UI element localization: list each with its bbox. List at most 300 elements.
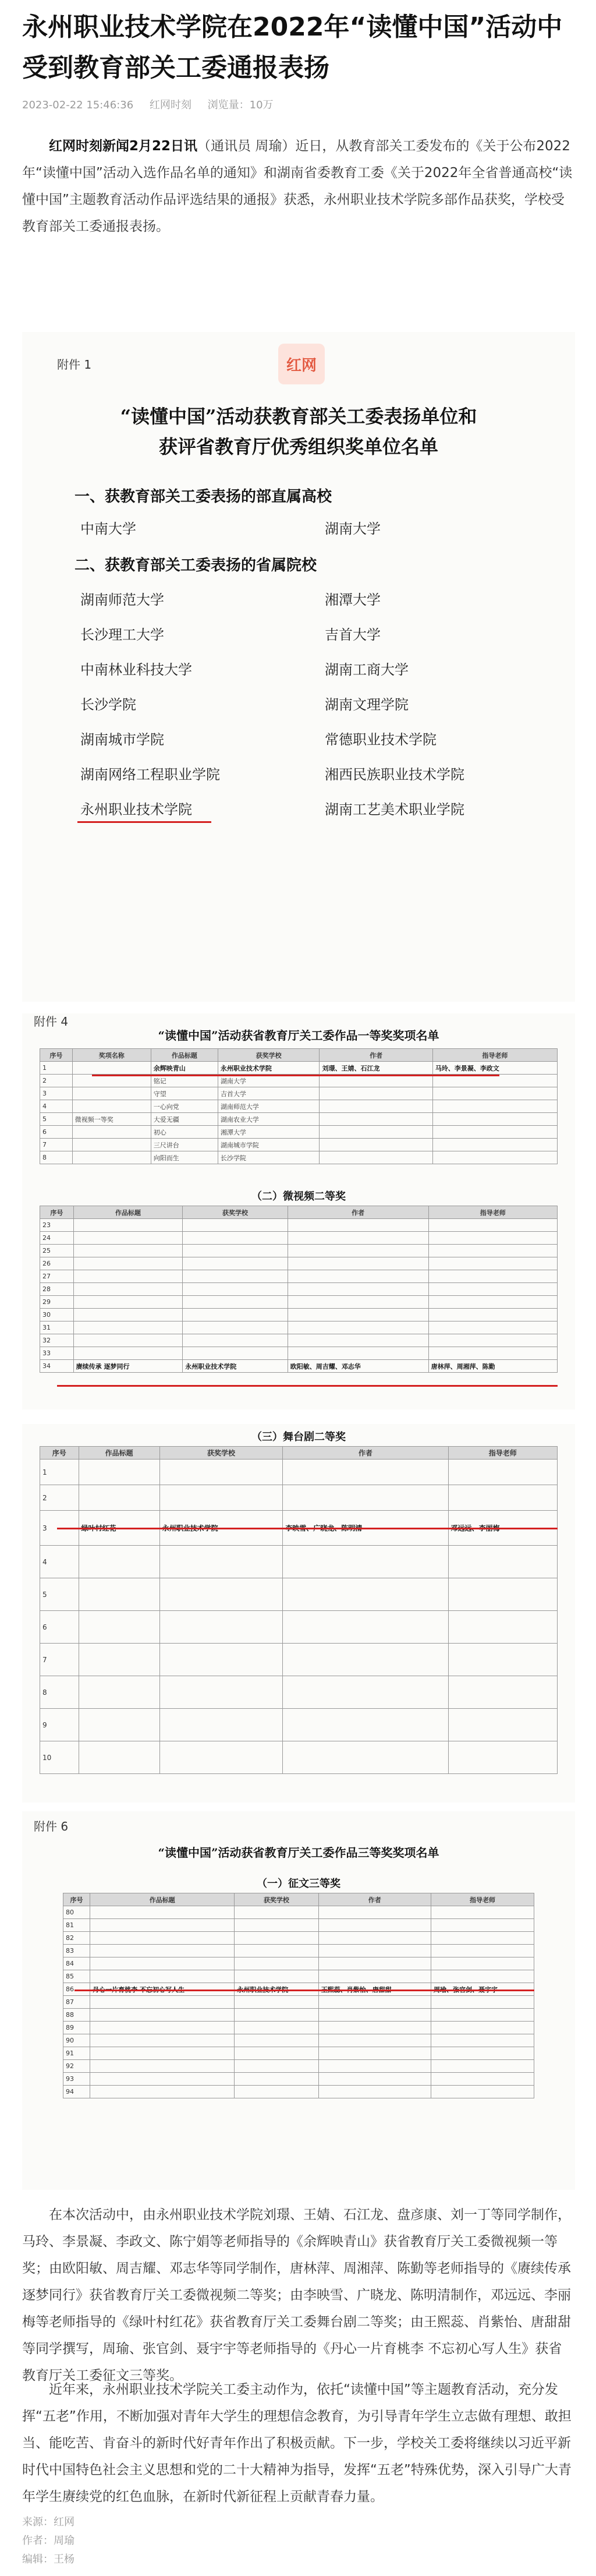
unit-name: 常德职业技术学院 — [325, 732, 437, 748]
cell — [448, 1578, 558, 1611]
cell — [288, 1219, 428, 1232]
table-row — [63, 1906, 534, 1919]
cell: 2 — [40, 1485, 79, 1511]
cell: 90 — [63, 2034, 90, 2047]
annex-heading-1: “读懂中国”活动获教育部关工委表扬单位和 — [120, 405, 477, 427]
annex-label: 附件 4 — [34, 1015, 69, 1029]
cell: 29 — [40, 1296, 74, 1309]
cell: 25 — [40, 1245, 74, 1257]
cell — [183, 1245, 288, 1257]
cell: 5 — [40, 1113, 73, 1126]
col-header: 获奖学校 — [159, 1447, 283, 1460]
cell: 湖南农业大学 — [218, 1113, 320, 1126]
unit-name: 湖南文理学院 — [325, 697, 409, 713]
table-row — [40, 1578, 558, 1611]
cell: 3 — [40, 1087, 73, 1100]
source-name[interactable]: 红网时刻 — [149, 99, 191, 111]
cell — [448, 1546, 558, 1578]
cell — [288, 1334, 428, 1347]
col-header: 作者 — [320, 1049, 432, 1062]
cell — [90, 1945, 235, 1957]
cell — [431, 1970, 534, 1983]
cell — [288, 1245, 428, 1257]
cell — [235, 1919, 318, 1932]
cell — [428, 1245, 557, 1257]
cell — [428, 1219, 557, 1232]
table-row — [40, 1546, 558, 1578]
cell — [90, 1919, 235, 1932]
col-header: 序号 — [40, 1206, 74, 1219]
cell — [235, 1945, 318, 1957]
cell — [318, 1996, 431, 2009]
cell — [79, 1578, 159, 1611]
cell — [288, 1257, 428, 1270]
cell: 83 — [63, 1945, 90, 1957]
unit-name-highlighted: 永州职业技术学院 — [80, 801, 192, 818]
col-header: 作者 — [288, 1206, 428, 1219]
cell — [235, 2060, 318, 2073]
cell — [235, 1957, 318, 1970]
cell — [428, 1270, 557, 1283]
cell — [318, 2060, 431, 2073]
cell: 26 — [40, 1257, 74, 1270]
cell — [235, 2086, 318, 2098]
cell: 刘璟、王婧、石江龙 — [320, 1062, 432, 1075]
cell: 一心向党 — [151, 1100, 218, 1113]
cell — [73, 1283, 183, 1296]
table-row — [63, 2034, 534, 2047]
cell — [235, 2047, 318, 2060]
cell — [318, 1957, 431, 1970]
cell — [283, 1460, 448, 1485]
unit-name: 长沙学院 — [80, 697, 136, 713]
cell — [432, 1151, 557, 1164]
cell: 82 — [63, 1932, 90, 1945]
cell — [432, 1113, 557, 1126]
cell: 86 — [63, 1983, 90, 1996]
cell — [73, 1245, 183, 1257]
cell: 93 — [63, 2073, 90, 2086]
cell — [90, 2034, 235, 2047]
col-header: 作品标题 — [151, 1049, 218, 1062]
cell — [283, 1546, 448, 1578]
cell — [183, 1232, 288, 1245]
cell: 30 — [40, 1309, 74, 1321]
cell — [320, 1113, 432, 1126]
first-prize-table — [40, 1048, 558, 1164]
cell: 87 — [63, 1996, 90, 2009]
cell: 6 — [40, 1611, 79, 1644]
cell: 34 — [40, 1360, 74, 1373]
cell — [159, 1578, 283, 1611]
cell: 28 — [40, 1283, 74, 1296]
cell: 永州职业技术学院 — [218, 1062, 320, 1075]
cell — [283, 1676, 448, 1709]
cell — [448, 1460, 558, 1485]
annex-heading: “读懂中国”活动获省教育厅关工委作品一等奖奖项名单 — [158, 1029, 439, 1043]
cell — [318, 2047, 431, 2060]
col-header: 指导老师 — [428, 1206, 557, 1219]
cell — [90, 1996, 235, 2009]
cell — [73, 1334, 183, 1347]
cell — [159, 1741, 283, 1774]
lead-dateline: 红网时刻新闻2月22日讯 — [49, 139, 198, 154]
cell — [428, 1257, 557, 1270]
cell — [73, 1347, 183, 1360]
table-row — [40, 1485, 558, 1511]
section-heading-2: 二、获教育部关工委表扬的省属院校 — [74, 557, 317, 574]
publish-datetime: 2023-02-22 15:46:36 — [22, 99, 134, 111]
cell: 7 — [40, 1139, 73, 1151]
cell — [79, 1709, 159, 1741]
col-header: 指导老师 — [432, 1049, 557, 1062]
unit-name: 湖南网络工程职业学院 — [80, 766, 220, 783]
col-header: 作品标题 — [73, 1206, 183, 1219]
cell: 赓续传承 逐梦同行 — [73, 1360, 183, 1373]
cell: 3 — [40, 1511, 79, 1546]
cell — [90, 1970, 235, 1983]
cell — [283, 1578, 448, 1611]
cell — [288, 1309, 428, 1321]
table-row — [63, 1996, 534, 2009]
cell — [183, 1283, 288, 1296]
cell — [320, 1126, 432, 1139]
cell: 2 — [40, 1075, 73, 1087]
cell: 81 — [63, 1919, 90, 1932]
cell: 23 — [40, 1219, 74, 1232]
col-header: 指导老师 — [431, 1893, 534, 1906]
annex-heading: “读懂中国”活动获省教育厅关工委作品三等奖奖项名单 — [158, 1846, 439, 1860]
cell — [235, 2009, 318, 2022]
cell — [288, 1270, 428, 1283]
cell: 马玲、李景凝、李政文 — [432, 1062, 557, 1075]
cell: 欧阳敏、周吉耀、邓志华 — [288, 1360, 428, 1373]
annex-label: 附件 1 — [57, 358, 92, 372]
cell — [79, 1460, 159, 1485]
table-row — [40, 1334, 558, 1347]
cell — [183, 1309, 288, 1321]
cell — [283, 1644, 448, 1676]
cell — [183, 1219, 288, 1232]
cell — [431, 1932, 534, 1945]
cell: 湖南大学 — [218, 1075, 320, 1087]
cell — [235, 1906, 318, 1919]
essay-third-prize-table — [63, 1893, 534, 2098]
highlight-underline — [57, 1528, 558, 1529]
table-header-row — [40, 1049, 558, 1062]
cell — [183, 1257, 288, 1270]
cell — [428, 1283, 557, 1296]
cell: 94 — [63, 2086, 90, 2098]
cell — [72, 1062, 151, 1075]
cell: 铭记 — [151, 1075, 218, 1087]
video-second-prize-table — [40, 1206, 558, 1373]
cell — [288, 1296, 428, 1309]
cell — [90, 1906, 235, 1919]
highlight-underline — [57, 1385, 558, 1387]
cell — [318, 2009, 431, 2022]
lead-text: （通讯员 周瑜）近日，从教育部关工委发布的《关于公布2022年“读懂中国”活动入选作品名单的通知》和湖南省委教育工委《关于2022年全省普通高校“读懂中国”主题教育活动作品评选结果的通报》获悉，永州职业技术学院多部作品获奖，学校受教育部关工委通报表扬。 — [22, 139, 573, 234]
table-row — [63, 2009, 534, 2022]
cell: 初心 — [151, 1126, 218, 1139]
table-row — [63, 2073, 534, 2086]
table-row — [40, 1062, 558, 1075]
cell — [431, 2047, 534, 2060]
cell — [320, 1100, 432, 1113]
table-row — [63, 1932, 534, 1945]
table-row — [40, 1283, 558, 1296]
cell — [448, 1611, 558, 1644]
cell: 1 — [40, 1460, 79, 1485]
cell: 唐林萍、周湘萍、陈勤 — [428, 1360, 557, 1373]
col-header: 指导老师 — [448, 1447, 558, 1460]
view-count: 浏览量：10万 — [207, 99, 274, 111]
cell — [431, 2086, 534, 2098]
cell — [318, 2073, 431, 2086]
cell — [431, 2009, 534, 2022]
col-header: 作者 — [318, 1893, 431, 1906]
cell — [73, 1270, 183, 1283]
table-row — [40, 1296, 558, 1309]
unit-name: 湖南工艺美术职业学院 — [325, 801, 464, 818]
article-title: 永州职业技术学院在2022年“读懂中国”活动中受到教育部关工委通报表扬 — [22, 12, 563, 83]
cell — [72, 1126, 151, 1139]
col-header: 获奖学校 — [218, 1049, 320, 1062]
cell: 守望 — [151, 1087, 218, 1100]
cell: 吉首大学 — [218, 1087, 320, 1100]
cell — [235, 1970, 318, 1983]
table-row-highlighted — [40, 1360, 558, 1373]
section-heading-1: 一、获教育部关工委表扬的部直属高校 — [74, 488, 332, 506]
cell — [428, 1296, 557, 1309]
cell: 89 — [63, 2022, 90, 2034]
cell — [432, 1139, 557, 1151]
cell: 向阳而生 — [151, 1151, 218, 1164]
table-row — [40, 1741, 558, 1774]
cell — [428, 1232, 557, 1245]
cell — [90, 2060, 235, 2073]
table-row — [63, 2086, 534, 2098]
cell — [283, 1485, 448, 1511]
cell: 85 — [63, 1970, 90, 1983]
unit-name: 长沙理工大学 — [80, 627, 164, 643]
table-row — [40, 1676, 558, 1709]
table-subheading: （二）微视频二等奖 — [251, 1190, 346, 1203]
cell: 4 — [40, 1546, 79, 1578]
cell — [79, 1676, 159, 1709]
cell — [73, 1321, 183, 1334]
cell — [318, 1970, 431, 1983]
cell: 24 — [40, 1232, 74, 1245]
col-header: 作者 — [283, 1447, 448, 1460]
cell — [448, 1644, 558, 1676]
table-row — [40, 1644, 558, 1676]
cell: 84 — [63, 1957, 90, 1970]
col-header: 序号 — [40, 1447, 79, 1460]
cell — [432, 1100, 557, 1113]
cell — [448, 1485, 558, 1511]
cell — [79, 1644, 159, 1676]
cell: 33 — [40, 1347, 74, 1360]
footer-editor: 编辑：王杨 — [22, 2553, 74, 2566]
cell — [235, 2034, 318, 2047]
unit-name: 湖南城市学院 — [80, 732, 164, 748]
cell — [431, 1945, 534, 1957]
highlight-underline — [77, 821, 211, 823]
cell — [90, 2086, 235, 2098]
cell — [448, 1676, 558, 1709]
cell — [183, 1270, 288, 1283]
cell — [72, 1139, 151, 1151]
cell — [431, 1957, 534, 1970]
cell — [90, 2073, 235, 2086]
cell — [431, 1996, 534, 2009]
cell: 微视频一等奖 — [72, 1113, 151, 1126]
cell — [159, 1485, 283, 1511]
cell — [283, 1709, 448, 1741]
cell — [318, 1919, 431, 1932]
table-row — [63, 1945, 534, 1957]
highlight-underline — [74, 1990, 534, 1991]
cell: 8 — [40, 1151, 73, 1164]
cell: 31 — [40, 1321, 74, 1334]
col-header: 获奖学校 — [183, 1206, 288, 1219]
unit-name: 中南林业科技大学 — [80, 662, 192, 678]
cell — [432, 1126, 557, 1139]
table-subheading: （一）征文三等奖 — [257, 1878, 340, 1890]
cell — [288, 1283, 428, 1296]
cell: 湖南师范大学 — [218, 1100, 320, 1113]
col-header: 序号 — [40, 1049, 73, 1062]
table-row — [40, 1709, 558, 1741]
cell — [235, 2073, 318, 2086]
col-header: 获奖学校 — [235, 1893, 318, 1906]
cell — [183, 1347, 288, 1360]
table-row — [40, 1321, 558, 1334]
cell — [283, 1611, 448, 1644]
table-row — [63, 1957, 534, 1970]
footer-source: 来源：红网 — [22, 2516, 74, 2528]
cell — [448, 1741, 558, 1774]
cell — [73, 1309, 183, 1321]
cell: 91 — [63, 2047, 90, 2060]
table-row — [40, 1087, 558, 1100]
unit-name: 湖南大学 — [325, 521, 381, 537]
col-header: 作品标题 — [90, 1893, 235, 1906]
body-paragraph-2: 近年来，永州职业技术学院关工委主动作为，依托“读懂中国”等主题教育活动，充分发挥“五老”作用，不断加强对青年大学生的理想信念教育，为引导青年学生立志做有理想、敢担当、能吃苦、肯奋斗的新时代好青年作出了积极贡献。下一步，学校关工委将继续以习近平新时代中国特色社会主义思想和党的二十大精神为指导，发挥“五老”特殊优势，深入引导广大青年学生赓续党的红色血脉，在新时代新征程上贡献青春力量。 — [22, 2382, 572, 2504]
cell — [235, 1996, 318, 2009]
cell — [90, 2022, 235, 2034]
highlight-underline — [92, 1075, 499, 1076]
cell — [72, 1087, 151, 1100]
table-row — [40, 1611, 558, 1644]
cell — [432, 1087, 557, 1100]
cell — [428, 1321, 557, 1334]
unit-name: 湘潭大学 — [325, 592, 381, 608]
cell — [318, 1945, 431, 1957]
cell — [428, 1347, 557, 1360]
cell — [318, 1906, 431, 1919]
cell — [79, 1741, 159, 1774]
cell — [159, 1709, 283, 1741]
col-header: 奖项名称 — [72, 1049, 151, 1062]
table-row — [40, 1245, 558, 1257]
cell — [288, 1321, 428, 1334]
cell: 10 — [40, 1741, 79, 1774]
cell — [159, 1644, 283, 1676]
unit-name: 吉首大学 — [325, 627, 381, 643]
cell — [431, 1906, 534, 1919]
footer-author: 作者：周瑜 — [22, 2535, 74, 2547]
cell — [318, 2034, 431, 2047]
table-row — [40, 1460, 558, 1485]
cell — [235, 2022, 318, 2034]
cell: 88 — [63, 2009, 90, 2022]
cell — [90, 1957, 235, 1970]
table-subheading: （三）舞台剧二等奖 — [251, 1431, 346, 1443]
unit-name: 湖南师范大学 — [80, 592, 164, 608]
cell — [235, 1932, 318, 1945]
table-row — [40, 1219, 558, 1232]
cell — [320, 1151, 432, 1164]
cell — [90, 2047, 235, 2060]
table-row — [63, 2047, 534, 2060]
cell: 6 — [40, 1126, 73, 1139]
cell — [318, 2086, 431, 2098]
cell — [288, 1232, 428, 1245]
cell — [73, 1296, 183, 1309]
table-row — [40, 1100, 558, 1113]
cell — [90, 2009, 235, 2022]
annex-heading-2: 获评省教育厅优秀组织奖单位名单 — [158, 436, 438, 458]
cell — [428, 1309, 557, 1321]
cell — [183, 1334, 288, 1347]
cell — [448, 1709, 558, 1741]
cell: 湖南城市学院 — [218, 1139, 320, 1151]
annex-1-image — [22, 332, 575, 1002]
annex-4-image — [22, 1013, 575, 1409]
cell — [431, 2060, 534, 2073]
table-row — [63, 2022, 534, 2034]
cell: 长沙学院 — [218, 1151, 320, 1164]
cell — [431, 2073, 534, 2086]
cell — [73, 1232, 183, 1245]
table-row — [40, 1126, 558, 1139]
cell — [318, 2022, 431, 2034]
cell — [159, 1460, 283, 1485]
lead-paragraph — [22, 133, 575, 240]
cell: 92 — [63, 2060, 90, 2073]
annex-6-image — [22, 1811, 575, 2190]
cell: 7 — [40, 1644, 79, 1676]
stage-drama-table — [40, 1446, 558, 1774]
cell — [320, 1087, 432, 1100]
body-paragraph-1: 在本次活动中，由永州职业技术学院刘璟、王婧、石江龙、盘彦康、刘一丁等同学制作，马玲、李景凝、李政文、陈宁娟等老师指导的《余辉映青山》获省教育厅关工委微视频一等奖；由欧阳敏、周吉耀、邓志华等同学制作，唐林萍、周湘萍、陈勤等老师指导的《赓续传承 逐梦同行》获省教育厅关工委微视频二等奖；由李映雪、广晓龙、陈明清制作，邓远远、李丽梅等老师指导的《绿叶村红花》获省教育厅关工委舞台剧二等奖；由王熙蕊、肖紫怡、唐甜甜等同学撰写，周瑜、张官剑、聂宇宇等老师指导的《丹心一片育桃李 不忘初心写人生》获省教育厅关工委征文三等奖。 — [22, 2207, 571, 2383]
table-row — [40, 1139, 558, 1151]
table-header-row — [40, 1206, 558, 1219]
cell: 4 — [40, 1100, 73, 1113]
cell: 9 — [40, 1709, 79, 1741]
cell: 余辉映青山 — [151, 1062, 218, 1075]
unit-name: 湖南工商大学 — [325, 662, 409, 678]
table-row — [40, 1151, 558, 1164]
unit-name: 湘西民族职业技术学院 — [325, 766, 464, 783]
cell — [73, 1219, 183, 1232]
table-row — [40, 1232, 558, 1245]
cell: 80 — [63, 1906, 90, 1919]
cell — [73, 1257, 183, 1270]
table-row — [40, 1309, 558, 1321]
